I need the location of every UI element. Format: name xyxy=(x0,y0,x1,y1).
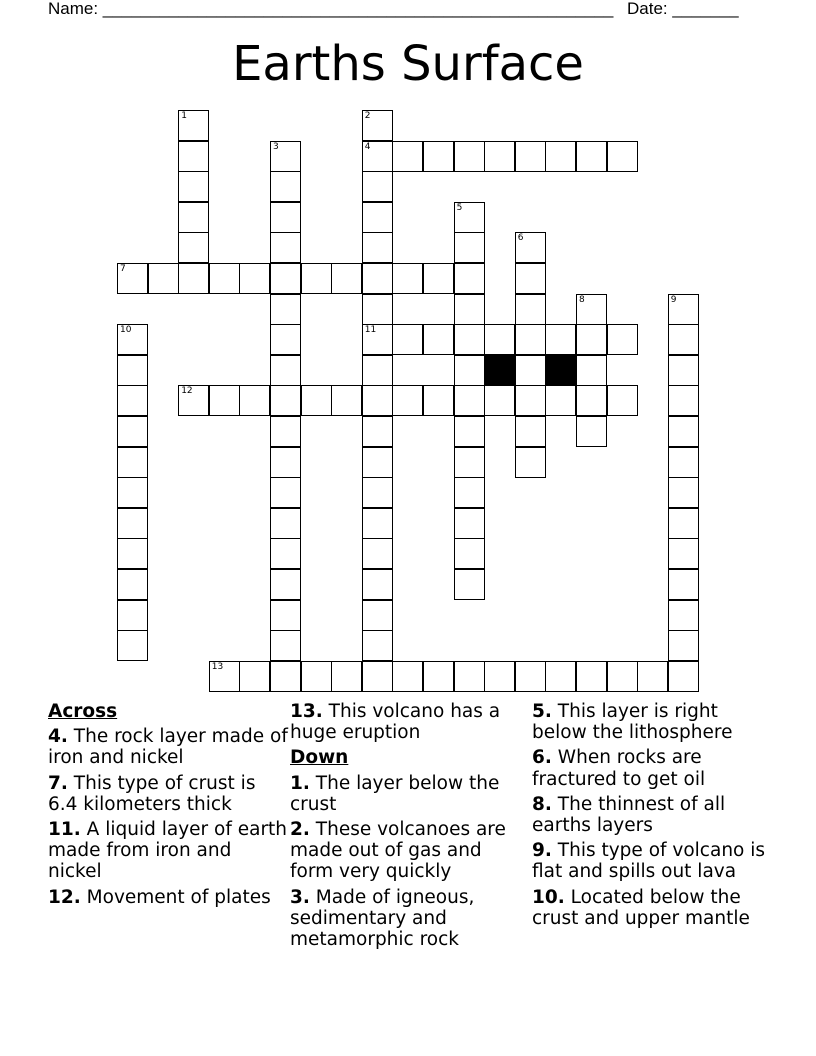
answer-cell[interactable] xyxy=(362,202,393,233)
clue-number: 13 xyxy=(211,661,224,672)
clues-column-1 xyxy=(48,701,288,912)
answer-cell[interactable] xyxy=(270,355,301,386)
answer-cell[interactable] xyxy=(392,141,423,172)
answer-cell[interactable] xyxy=(423,141,454,172)
clue-across-13: 13. This volcano has a huge eruption xyxy=(290,701,501,744)
answer-cell[interactable] xyxy=(668,385,699,416)
answer-cell[interactable] xyxy=(209,263,240,294)
across-heading: Across xyxy=(48,701,118,722)
answer-cell[interactable] xyxy=(392,385,423,416)
answer-cell[interactable] xyxy=(484,385,515,416)
clue-number: 12 xyxy=(181,386,193,397)
answer-cell[interactable] xyxy=(239,661,270,692)
clues-column-3 xyxy=(532,701,772,933)
page-title: Earths Surface xyxy=(232,36,584,92)
answer-cell[interactable] xyxy=(270,141,301,172)
clue-number: 3 xyxy=(273,141,279,152)
answer-cell[interactable] xyxy=(668,355,699,386)
answer-cell[interactable] xyxy=(117,355,148,386)
clue-down-6: 6. When rocks are fractured to get oil xyxy=(532,747,706,790)
answer-cell[interactable] xyxy=(545,324,576,355)
answer-cell[interactable] xyxy=(301,263,332,294)
answer-cell[interactable] xyxy=(454,294,485,325)
answer-cell[interactable] xyxy=(362,630,393,661)
answer-cell[interactable] xyxy=(454,232,485,263)
clue-down-8: 8. The thinnest of all earths layers xyxy=(532,793,726,837)
answer-cell[interactable] xyxy=(270,600,301,631)
answer-cell[interactable] xyxy=(270,569,301,600)
answer-cell[interactable] xyxy=(362,324,393,355)
answer-cell[interactable] xyxy=(117,569,148,600)
answer-cell[interactable] xyxy=(576,661,607,692)
answer-cell[interactable] xyxy=(362,263,393,294)
answer-cell[interactable] xyxy=(454,141,485,172)
answer-cell[interactable] xyxy=(484,324,515,355)
answer-cell[interactable] xyxy=(576,416,607,447)
answer-cell[interactable] xyxy=(515,447,546,478)
clue-number: 11 xyxy=(364,325,377,336)
clue-down-1: 1. The layer below the crust xyxy=(290,772,500,815)
answer-cell[interactable] xyxy=(178,232,209,263)
answer-cell[interactable] xyxy=(607,141,638,172)
answer-cell[interactable] xyxy=(331,263,362,294)
answer-cell[interactable] xyxy=(117,630,148,661)
clue-number: 5 xyxy=(456,202,463,213)
answer-cell[interactable] xyxy=(362,110,393,141)
answer-cell[interactable] xyxy=(362,385,393,416)
answer-cell[interactable] xyxy=(454,477,485,508)
name-field: Name: ______________________________________________________ xyxy=(48,0,614,18)
answer-cell[interactable] xyxy=(545,661,576,692)
answer-cell[interactable] xyxy=(362,416,393,447)
answer-cell[interactable] xyxy=(607,385,638,416)
answer-cell[interactable] xyxy=(607,661,638,692)
answer-cell[interactable] xyxy=(454,661,485,692)
answer-cell[interactable] xyxy=(668,630,699,661)
answer-cell[interactable] xyxy=(117,324,148,355)
answer-cell[interactable] xyxy=(668,508,699,539)
answer-cell[interactable] xyxy=(454,263,485,294)
answer-cell[interactable] xyxy=(362,508,393,539)
answer-cell[interactable] xyxy=(515,416,546,447)
answer-cell[interactable] xyxy=(607,324,638,355)
clue-number: 10 xyxy=(120,325,132,336)
answer-cell[interactable] xyxy=(515,294,546,325)
answer-cell[interactable] xyxy=(209,661,240,692)
answer-cell[interactable] xyxy=(331,385,362,416)
answer-cell[interactable] xyxy=(270,508,301,539)
answer-cell[interactable] xyxy=(270,202,301,233)
answer-cell[interactable] xyxy=(515,232,546,263)
answer-cell[interactable] xyxy=(362,232,393,263)
answer-cell[interactable] xyxy=(117,416,148,447)
answer-cell[interactable] xyxy=(362,447,393,478)
answer-cell[interactable] xyxy=(668,538,699,569)
answer-cell[interactable] xyxy=(454,324,485,355)
answer-cell[interactable] xyxy=(668,477,699,508)
answer-cell[interactable] xyxy=(423,263,454,294)
answer-cell[interactable] xyxy=(454,385,485,416)
answer-cell[interactable] xyxy=(362,538,393,569)
answer-cell[interactable] xyxy=(668,294,699,325)
answer-cell[interactable] xyxy=(576,294,607,325)
answer-cell[interactable] xyxy=(362,477,393,508)
clue-number: 4 xyxy=(364,141,371,152)
answer-cell[interactable] xyxy=(362,355,393,386)
answer-cell[interactable] xyxy=(148,263,179,294)
answer-cell[interactable] xyxy=(270,447,301,478)
clue-down-3: 3. Made of igneous, sedimentary and metamorphic rock xyxy=(290,886,475,951)
answer-cell[interactable] xyxy=(484,661,515,692)
answer-cell[interactable] xyxy=(362,141,393,172)
answer-cell[interactable] xyxy=(362,171,393,202)
answer-cell[interactable] xyxy=(392,263,423,294)
answer-cell[interactable] xyxy=(423,324,454,355)
answer-cell[interactable] xyxy=(454,355,485,386)
answer-cell[interactable] xyxy=(239,263,270,294)
answer-cell[interactable] xyxy=(576,355,607,386)
answer-cell[interactable] xyxy=(270,538,301,569)
answer-cell[interactable] xyxy=(454,569,485,600)
answer-cell[interactable] xyxy=(668,569,699,600)
clue-number: 7 xyxy=(120,264,126,274)
answer-cell[interactable] xyxy=(270,661,301,692)
clue-across-12: 12. Movement of plates xyxy=(48,886,271,908)
answer-cell[interactable] xyxy=(362,569,393,600)
answer-cell[interactable] xyxy=(668,661,699,692)
clue-down-9: 9. This type of volcano is flat and spills out lava xyxy=(532,840,766,883)
answer-cell[interactable] xyxy=(270,324,301,355)
answer-cell[interactable] xyxy=(117,447,148,478)
clue-across-7: 7. This type of crust is 6.4 kilometers thick xyxy=(48,772,256,815)
answer-cell[interactable] xyxy=(454,508,485,539)
black-square xyxy=(484,355,515,386)
answer-cell[interactable] xyxy=(301,385,332,416)
date-field: Date: _______ xyxy=(627,0,739,18)
answer-cell[interactable] xyxy=(668,600,699,631)
answer-cell[interactable] xyxy=(239,385,270,416)
clue-across-4: 4. The rock layer made of iron and nickel xyxy=(48,726,288,769)
answer-cell[interactable] xyxy=(117,477,148,508)
answer-cell[interactable] xyxy=(117,538,148,569)
answer-cell[interactable] xyxy=(515,355,546,386)
answer-cell[interactable] xyxy=(270,477,301,508)
answer-cell[interactable] xyxy=(270,232,301,263)
answer-cell[interactable] xyxy=(454,447,485,478)
clue-down-10: 10. Located below the crust and upper mantle xyxy=(532,886,750,929)
answer-cell[interactable] xyxy=(668,447,699,478)
clue-number: 8 xyxy=(579,294,585,305)
clue-down-2: 2. These volcanoes are made out of gas and form very quickly xyxy=(290,819,506,883)
answer-cell[interactable] xyxy=(301,661,332,692)
answer-cell[interactable] xyxy=(515,141,546,172)
answer-cell[interactable] xyxy=(362,600,393,631)
answer-cell[interactable] xyxy=(423,385,454,416)
answer-cell[interactable] xyxy=(270,385,301,416)
answer-cell[interactable] xyxy=(270,294,301,325)
answer-cell[interactable] xyxy=(576,385,607,416)
answer-cell[interactable] xyxy=(515,263,546,294)
answer-cell[interactable] xyxy=(545,385,576,416)
answer-cell[interactable] xyxy=(484,141,515,172)
answer-cell[interactable] xyxy=(270,171,301,202)
clue-down-5: 5. This layer is right below the lithosphere xyxy=(532,701,733,744)
clue-across-11: 11. A liquid layer of earth made from iron and nickel xyxy=(48,819,288,883)
answer-cell[interactable] xyxy=(576,324,607,355)
answer-cell[interactable] xyxy=(454,538,485,569)
answer-cell[interactable] xyxy=(331,661,362,692)
answer-cell[interactable] xyxy=(637,661,668,692)
clue-number: 1 xyxy=(181,111,187,121)
answer-cell[interactable] xyxy=(362,294,393,325)
answer-cell[interactable] xyxy=(668,416,699,447)
answer-cell[interactable] xyxy=(117,263,148,294)
answer-cell[interactable] xyxy=(178,141,209,172)
clue-number: 2 xyxy=(364,111,371,121)
answer-cell[interactable] xyxy=(423,661,454,692)
answer-cell[interactable] xyxy=(270,630,301,661)
answer-cell[interactable] xyxy=(515,324,546,355)
answer-cell[interactable] xyxy=(515,385,546,416)
answer-cell[interactable] xyxy=(178,385,209,416)
answer-cell[interactable] xyxy=(515,661,546,692)
down-heading: Down xyxy=(290,747,349,769)
answer-cell[interactable] xyxy=(362,661,393,692)
answer-cell[interactable] xyxy=(545,141,576,172)
answer-cell[interactable] xyxy=(392,661,423,692)
answer-cell[interactable] xyxy=(454,202,485,233)
clue-number: 9 xyxy=(670,294,677,305)
answer-cell[interactable] xyxy=(392,324,423,355)
answer-cell[interactable] xyxy=(576,141,607,172)
answer-cell[interactable] xyxy=(178,171,209,202)
answer-cell[interactable] xyxy=(117,385,148,416)
black-square xyxy=(545,355,576,386)
answer-cell[interactable] xyxy=(117,508,148,539)
clues-column-2 xyxy=(290,701,530,954)
answer-cell[interactable] xyxy=(178,263,209,294)
answer-cell[interactable] xyxy=(270,263,301,294)
answer-cell[interactable] xyxy=(209,385,240,416)
answer-cell[interactable] xyxy=(668,324,699,355)
answer-cell[interactable] xyxy=(270,416,301,447)
clue-number: 6 xyxy=(517,233,524,244)
answer-cell[interactable] xyxy=(178,110,209,141)
answer-cell[interactable] xyxy=(117,600,148,631)
answer-cell[interactable] xyxy=(454,416,485,447)
answer-cell[interactable] xyxy=(178,202,209,233)
